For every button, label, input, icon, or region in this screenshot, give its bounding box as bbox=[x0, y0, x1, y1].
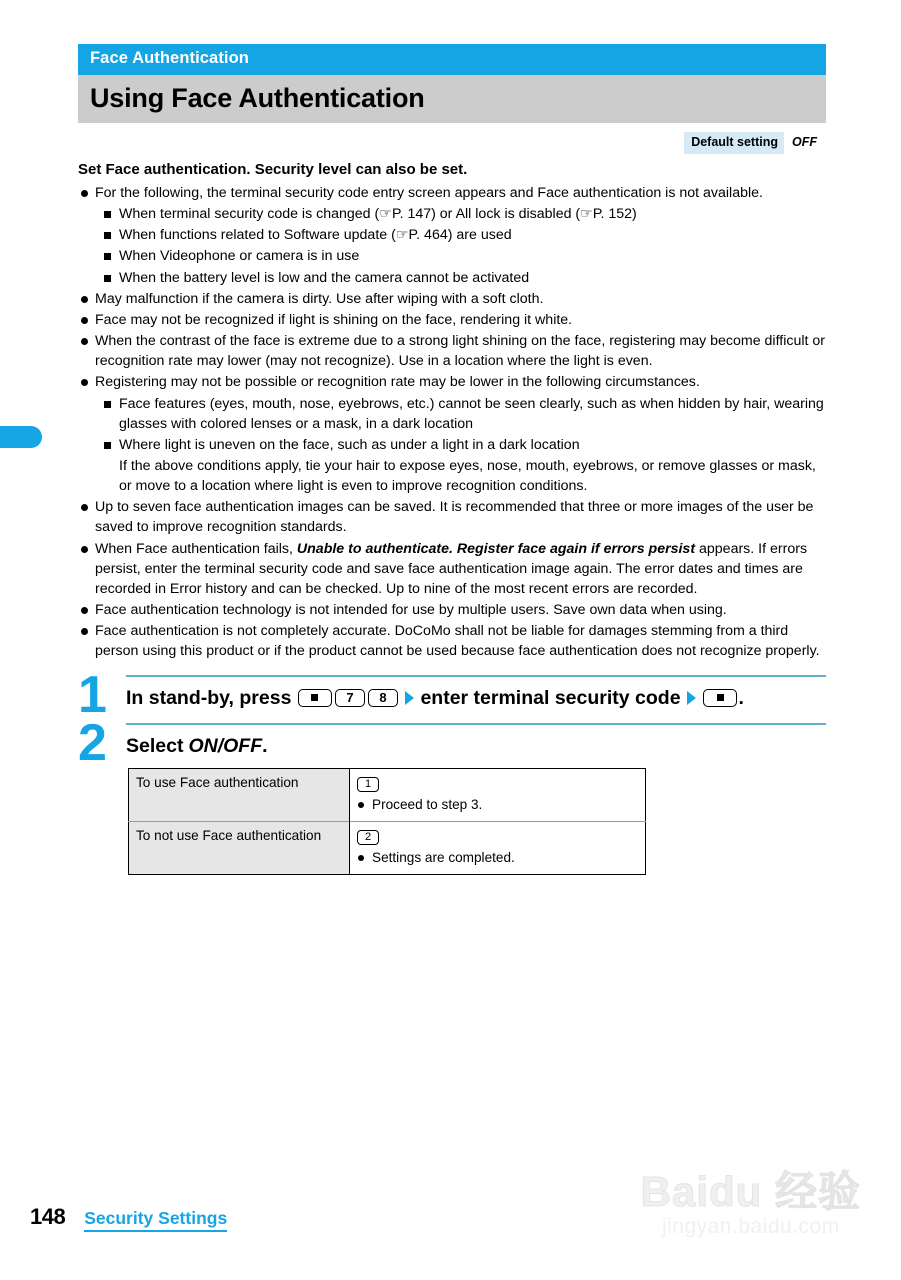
note-item: Face may not be recognized if light is shining on the face, rendering it white. bbox=[78, 310, 826, 330]
step-2 bbox=[78, 713, 826, 875]
note-item: When Videophone or camera is in use bbox=[78, 246, 826, 266]
key-8-icon: 8 bbox=[368, 689, 398, 707]
step-2-number: 2 bbox=[78, 713, 105, 772]
watermark-logo: Baidu 经验 bbox=[640, 1167, 861, 1215]
default-setting-value: OFF bbox=[784, 132, 826, 154]
note-item: When terminal security code is changed (☞P. 147) or All lock is disabled (☞P. 152) bbox=[78, 204, 826, 224]
note-item-emphasized: When Face authentication fails, Unable to authenticate. Register face again if errors persist appears. If errors persist, enter the terminal security code and save face authentication image again. The error dates and times are recorded in Error history and can be checked. Up to nine of the most recent errors are recorded. bbox=[78, 539, 826, 599]
step-2-suffix: . bbox=[262, 734, 268, 757]
step-1-prefix: In stand-by, press bbox=[126, 686, 292, 709]
option-key-icon: 2 bbox=[357, 830, 379, 845]
step-1-instruction bbox=[126, 686, 826, 710]
page-footer bbox=[30, 1204, 227, 1232]
note-item: Face authentication is not completely accurate. DoCoMo shall not be liable for damages stemming from a third person using this product or if the product cannot be used because face authentication does not recognize properly. bbox=[78, 621, 826, 661]
table-row bbox=[129, 769, 646, 822]
step-1-middle: enter terminal security code bbox=[420, 686, 681, 709]
page-number: 148 bbox=[30, 1204, 66, 1229]
step-2-instruction bbox=[126, 734, 826, 758]
step-1-rule bbox=[126, 675, 826, 677]
step-arrow-icon bbox=[405, 691, 414, 705]
step-1 bbox=[78, 665, 826, 724]
notes-list bbox=[78, 183, 826, 662]
option-label: To not use Face authentication bbox=[129, 821, 350, 874]
page-edge-tab-marker bbox=[0, 426, 42, 448]
table-row bbox=[129, 821, 646, 874]
options-table bbox=[128, 768, 646, 874]
note-item: When functions related to Software update (☞P. 464) are used bbox=[78, 225, 826, 245]
option-detail-cell bbox=[350, 769, 646, 822]
default-setting-label: Default setting bbox=[684, 132, 784, 154]
note-item: Where light is uneven on the face, such as under a light in a dark location bbox=[78, 435, 826, 455]
option-detail-cell bbox=[350, 821, 646, 874]
option-label: To use Face authentication bbox=[129, 769, 350, 822]
step-2-rule bbox=[126, 723, 826, 725]
page-title: Using Face Authentication bbox=[78, 75, 826, 123]
default-setting-row bbox=[78, 132, 826, 154]
note-item: When the contrast of the face is extreme due to a strong light shining on the face, registering may become difficult or recognition rate may lower (may not recognize). Use in a location where the light is even. bbox=[78, 331, 826, 371]
select-key-icon bbox=[703, 689, 737, 707]
note-item: Face authentication technology is not intended for use by multiple users. Save own data when using. bbox=[78, 600, 826, 620]
option-detail: Proceed to step 3. bbox=[357, 796, 638, 814]
note-emphasis: Unable to authenticate. Register face again if errors persist bbox=[296, 540, 696, 557]
key-7-icon: 7 bbox=[335, 689, 365, 707]
default-setting-badge bbox=[684, 132, 826, 154]
option-detail: Settings are completed. bbox=[357, 849, 638, 867]
step-1-suffix: . bbox=[738, 686, 744, 709]
option-key-icon: 1 bbox=[357, 777, 379, 792]
watermark-url: jingyan.baidu.com bbox=[661, 1214, 840, 1238]
step-arrow-icon bbox=[687, 691, 696, 705]
note-item: When the battery level is low and the camera cannot be activated bbox=[78, 268, 826, 288]
step-1-number: 1 bbox=[78, 665, 105, 724]
page-content bbox=[78, 44, 826, 875]
select-key-icon bbox=[298, 689, 332, 707]
note-item: May malfunction if the camera is dirty. Use after wiping with a soft cloth. bbox=[78, 289, 826, 309]
step-2-prefix: Select bbox=[126, 734, 184, 757]
note-continuation: If the above conditions apply, tie your hair to expose eyes, nose, mouth, eyebrows, or remove glasses or mask, or move to a location where light is even to improve recognition conditions. bbox=[119, 457, 816, 495]
note-item: For the following, the terminal security code entry screen appears and Face authentication is not available. bbox=[78, 183, 826, 203]
section-header: Face Authentication bbox=[78, 44, 826, 75]
note-item: Registering may not be possible or recognition rate may be lower in the following circumstances. bbox=[78, 372, 826, 392]
note-item: Face features (eyes, mouth, nose, eyebrows, etc.) cannot be seen clearly, such as when hidden by hair, wearing glasses with colored lenses or a mask, in a dark location bbox=[78, 394, 826, 434]
note-item: Up to seven face authentication images can be saved. It is recommended that three or more images of the user be saved to improve recognition standards. bbox=[78, 497, 826, 537]
watermark bbox=[640, 1167, 861, 1240]
lead-paragraph: Set Face authentication. Security level can also be set. bbox=[78, 160, 468, 178]
footer-category-link[interactable]: Security Settings bbox=[84, 1208, 227, 1232]
step-2-italic-value: ON/OFF bbox=[188, 734, 263, 757]
